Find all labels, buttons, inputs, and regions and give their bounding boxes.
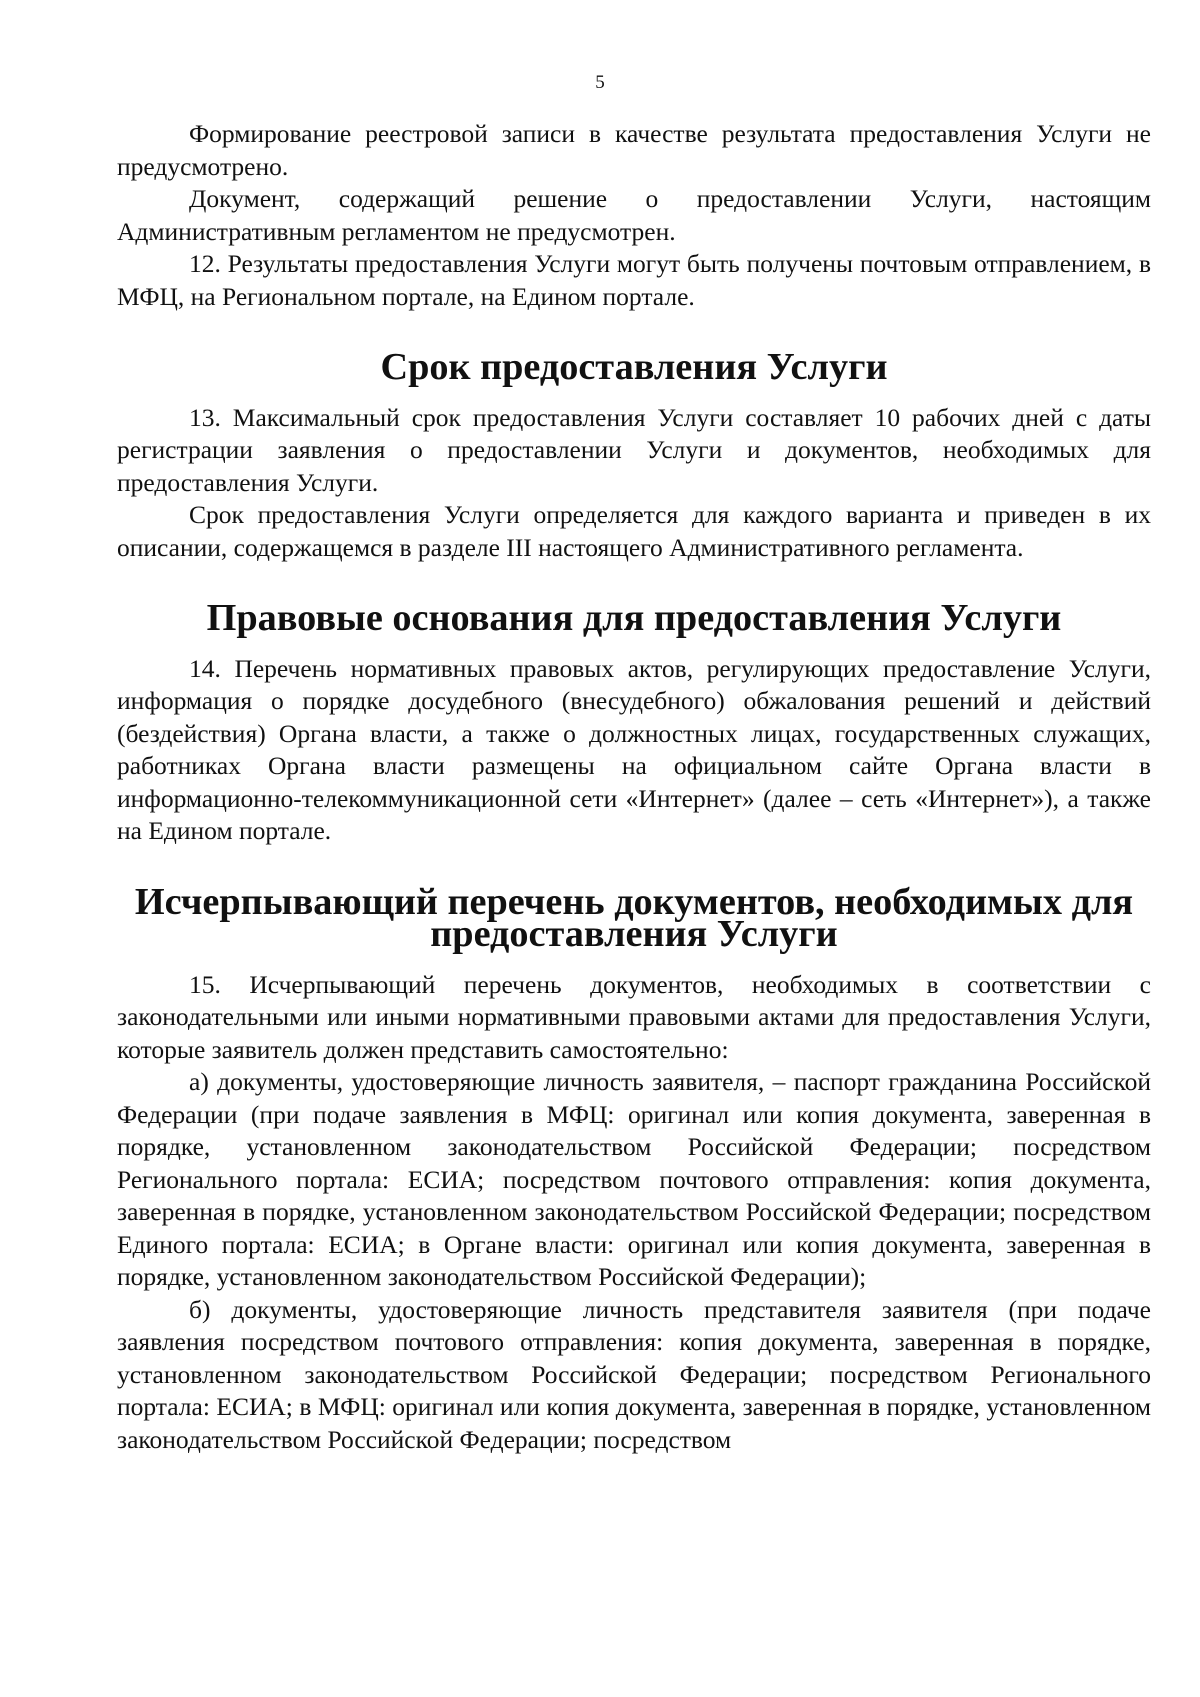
paragraph-term-variants: Срок предоставления Услуги определяется для каждого варианта и приведен в их описании, содержащемся в разделе III настоящего Административного регламента. [117, 500, 1151, 562]
paragraph-15-a: а) документы, удостоверяющие личность заявителя, – паспорт гражданина Российской Федерации (при подаче заявления в МФЦ: оригинал или копия документа, заверенная в порядке, установленном законодательством Российской Федерации; посредством Регионального портала: ЕСИА; посредством почтового отправления: копия документа, заверенная в порядке, установленном законодательством Российской Федерации; посредством Единого портала: ЕСИА; в Органе власти: оригинал или копия документа, заверенная в порядке, установленном законодательством Российской Федерации); [117, 1067, 1151, 1291]
document-body [117, 118, 1151, 1456]
section-heading-legal-basis: Правовые основания для предоставления Услуги [206, 597, 1062, 639]
paragraph-12: 12. Результаты предоставления Услуги могут быть получены почтовым отправлением, в МФЦ, на Региональном портале, на Едином портале. [117, 249, 1151, 311]
paragraph-14: 14. Перечень нормативных правовых актов, регулирующих предоставление Услуги, информация о порядке досудебного (внесудебного) обжалования решений и действий (бездействия) Органа власти, а также о должностных лицах, государственных служащих, работниках Органа власти размещены на официальном сайте Органа власти в информационно-телекоммуникационной сети «Интернет» (далее – сеть «Интернет»), а также на Едином портале. [117, 653, 1151, 845]
paragraph-registry-record: Формирование реестровой записи в качестве результата предоставления Услуги не предусмотрено. [117, 119, 1151, 181]
paragraph-15-b: б) документы, удостоверяющие личность представителя заявителя (при подаче заявления посредством почтового отправления: копия документа, заверенная в порядке, установленном законодательством Российской Федерации; посредством Регионального портала: ЕСИА; в МФЦ: оригинал или копия документа, заверенная в порядке, установленном законодательством Российской Федерации; посредством [117, 1294, 1151, 1454]
page-number: 5 [595, 72, 605, 93]
section-heading-documents-list: Исчерпывающий перечень документов, необходимых для предоставления Услуги [134, 880, 1134, 955]
paragraph-13: 13. Максимальный срок предоставления Услуги составляет 10 рабочих дней с даты регистрации заявления о предоставлении Услуги и документов, необходимых для предоставления Услуги. [117, 402, 1151, 497]
section-heading-term: Срок предоставления Услуги [380, 346, 888, 388]
paragraph-decision-document: Документ, содержащий решение о предоставлении Услуги, настоящим Административным регламентом не предусмотрен. [117, 184, 1151, 246]
paragraph-15: 15. Исчерпывающий перечень документов, необходимых в соответствии с законодательными или иными нормативными правовыми актами для предоставления Услуги, которые заявитель должен представить самостоятельно: [117, 969, 1151, 1064]
